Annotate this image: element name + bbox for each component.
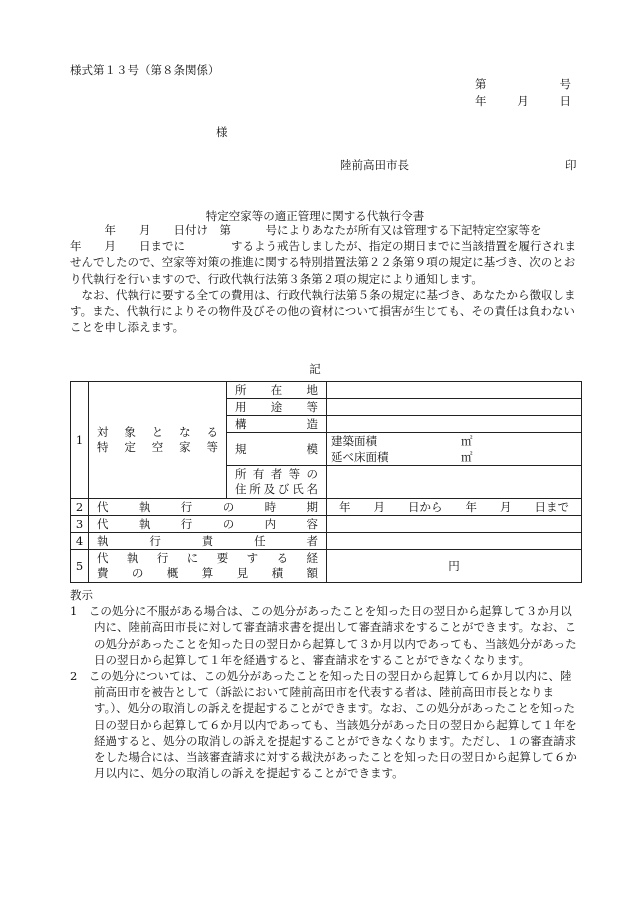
owner-label (227, 466, 327, 499)
document-number-prefix: 第 (475, 77, 487, 91)
floor-area (331, 450, 577, 465)
officer-value (327, 533, 582, 550)
teaching-heading: 教示 (70, 588, 93, 602)
floor-area-label: 延べ床面積 (331, 449, 389, 464)
cost-label (89, 550, 327, 583)
details-table (70, 381, 582, 583)
floor-area-cell (327, 449, 582, 466)
building-area-cell (327, 433, 582, 450)
area-unit: ㎡ (461, 449, 473, 464)
body-paragraph: 年 月 日付け 第 号によりあなたが所有又は管理する下記特定空家等を 年 月 日までに するよう戒告しましたが、指定の期日までに当該措置を履行されませんでしたので、空家等対策の推進に関する特別措置法第２２条第９項の規定に基づき、次のとおり代執行を行いますので、行政代執行法第３条第２項の規定により通知します。 (70, 223, 576, 286)
cost-value: 円 (327, 550, 582, 583)
document-body (70, 222, 580, 335)
usage-value (327, 399, 582, 416)
table-row (71, 516, 582, 533)
table-row (71, 550, 582, 583)
table-row (71, 533, 582, 550)
timing-value: 年 月 日から 年 月 日まで (327, 499, 582, 516)
document-title: 特定空家等の適正管理に関する代執行令書 (205, 209, 425, 223)
row-number: 5 (71, 550, 89, 583)
teaching-item: 2 この処分については、この処分があったことを知った日の翌日から起算して６か月以内に、陸前高田市を被告として（訴訟において陸前高田市を代表する者は、陸前高田市長となります。）、処分の取消しの訴えを提起することができます。なお、この処分があったことを知った日の翌日から起算して６か月以内であっても、当該処分があった日の翌日から起算して１年を経過すると、処分の取消しの訴えを提起することができなくなります。ただし、１の審査請求をした場合には、当該審査請求に対する裁決があったことを知った日の翌日から起算して６か月以内に、処分の取消しの訴えを提起することができます。 (70, 669, 577, 781)
building-area (331, 434, 577, 449)
cost-label-line: 費の概算見積額 (97, 566, 318, 580)
officer-label: 執行責任者 (89, 533, 327, 550)
row-number: 2 (71, 499, 89, 516)
teaching-section (70, 587, 582, 781)
owner-value (327, 466, 582, 499)
target-label (89, 382, 227, 499)
body-paragraph: なお、代執行に要する全ての費用は、行政代執行法第５条の規定に基づき、あなたから徴収します。また、代執行によりその物件及びその他の資材について損害が生じても、その責任は負わないことを申し添えます。 (70, 287, 576, 335)
addressee: 様 (216, 125, 228, 139)
row-number: 4 (71, 533, 89, 550)
form-number: 様式第１３号（第８条関係） (70, 63, 220, 77)
location-value (327, 382, 582, 399)
content-value (327, 516, 582, 533)
scale-label: 規模 (227, 433, 327, 466)
document-date (475, 93, 571, 109)
issuer-name: 陸前高田市長 (340, 158, 409, 172)
usage-label: 用途等 (227, 399, 327, 416)
table-row (71, 499, 582, 516)
building-area-label: 建築面積 (331, 433, 377, 448)
target-label-line: 特定空家等 (97, 440, 218, 454)
date-year: 年 (475, 94, 487, 108)
row-number: 3 (71, 516, 89, 533)
teaching-item: 1 この処分に不服がある場合は、この処分があったことを知った日の翌日から起算して３か月以内に、陸前高田市長に対して審査請求書を提出して審査請求をすることができます。なお、この処分があったことを知った日の翌日から起算して３か月以内であっても、当該処分があった日の翌日から起算して１年を経過すると、審査請求をすることができなくなります。 (70, 604, 577, 667)
timing-label: 代執行の時期 (89, 499, 327, 516)
owner-label-line: 住所及び氏名 (235, 482, 318, 496)
location-label: 所在地 (227, 382, 327, 399)
seal-mark: 印 (565, 158, 577, 172)
target-label-line: 対象となる (97, 425, 218, 439)
row-number: 1 (71, 382, 89, 499)
date-day: 日 (559, 94, 571, 108)
date-month: 月 (517, 94, 529, 108)
cost-label-line: 代執行に要する経 (97, 551, 318, 565)
structure-value (327, 416, 582, 433)
owner-label-line: 所有者等の (235, 467, 318, 481)
structure-label: 構造 (227, 416, 327, 433)
area-unit: ㎡ (461, 433, 473, 448)
document-number (475, 76, 571, 92)
content-label: 代執行の内容 (89, 516, 327, 533)
ki-heading: 記 (309, 362, 321, 376)
table-row (71, 382, 582, 399)
document-number-suffix: 号 (559, 77, 571, 91)
